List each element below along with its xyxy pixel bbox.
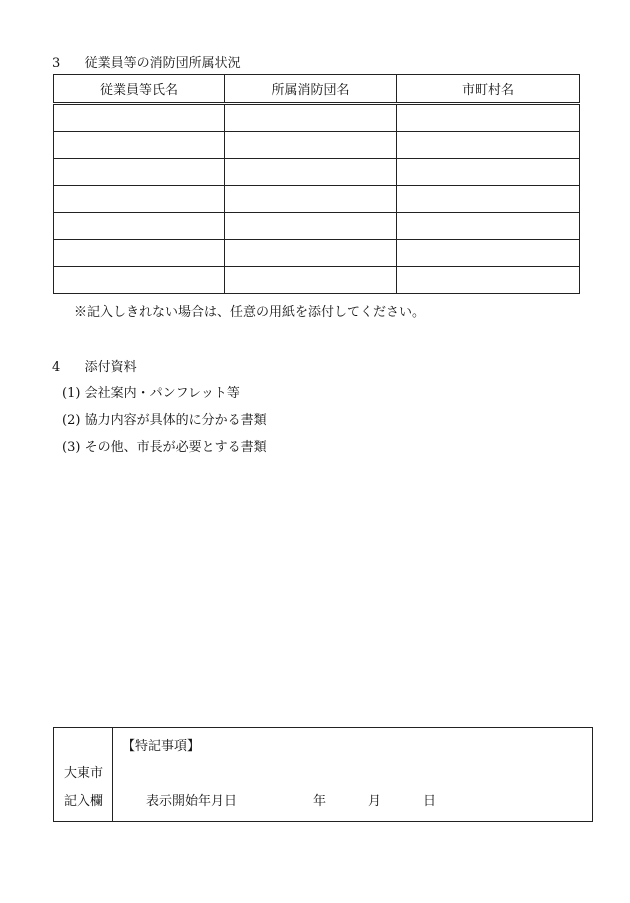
table-cell[interactable] bbox=[225, 159, 397, 186]
table-cell[interactable] bbox=[54, 159, 225, 186]
table-row bbox=[54, 132, 580, 159]
table-cell[interactable] bbox=[397, 159, 580, 186]
city-label-line2: 記入欄 bbox=[63, 794, 103, 809]
item-text: その他、市長が必要とする書類 bbox=[84, 440, 267, 455]
section3-heading bbox=[52, 52, 241, 71]
month-label: 月 bbox=[368, 794, 382, 809]
table-cell[interactable] bbox=[54, 213, 225, 240]
table-cell[interactable] bbox=[225, 186, 397, 213]
table-cell[interactable] bbox=[54, 104, 225, 132]
day-label: 日 bbox=[423, 794, 437, 809]
item-text: 会社案内・パンフレット等 bbox=[84, 386, 240, 401]
item-number: (2) bbox=[62, 413, 81, 428]
column-header-employee-name: 従業員等氏名 bbox=[54, 75, 225, 104]
attachment-item bbox=[62, 382, 240, 401]
city-entry-box bbox=[53, 727, 593, 822]
table-cell[interactable] bbox=[54, 132, 225, 159]
section4-heading bbox=[52, 356, 137, 375]
attachment-item bbox=[62, 436, 267, 455]
item-number: (3) bbox=[62, 440, 81, 455]
table-cell[interactable] bbox=[225, 267, 397, 294]
year-label: 年 bbox=[313, 794, 327, 809]
table-header-row bbox=[54, 75, 580, 104]
attachment-item bbox=[62, 409, 267, 428]
city-label-column bbox=[54, 728, 113, 821]
table-cell[interactable] bbox=[54, 240, 225, 267]
city-label-line1: 大東市 bbox=[63, 766, 103, 781]
table-row bbox=[54, 104, 580, 132]
table-cell[interactable] bbox=[397, 213, 580, 240]
section4-title: 添付資料 bbox=[84, 360, 137, 375]
item-text: 協力内容が具体的に分かる書類 bbox=[84, 413, 267, 428]
table-cell[interactable] bbox=[225, 132, 397, 159]
section4-number: 4 bbox=[52, 360, 61, 375]
item-number: (1) bbox=[62, 386, 81, 401]
table-cell[interactable] bbox=[54, 267, 225, 294]
table-cell[interactable] bbox=[54, 186, 225, 213]
table-cell[interactable] bbox=[397, 267, 580, 294]
table-cell[interactable] bbox=[397, 240, 580, 267]
section3-number: 3 bbox=[52, 56, 61, 71]
table-note: ※記入しきれない場合は、任意の用紙を添付してください。 bbox=[74, 305, 426, 320]
table-cell[interactable] bbox=[225, 104, 397, 132]
table-cell[interactable] bbox=[225, 240, 397, 267]
table-row bbox=[54, 213, 580, 240]
section3-title: 従業員等の消防団所属状況 bbox=[84, 56, 241, 71]
table-row bbox=[54, 267, 580, 294]
table-row bbox=[54, 186, 580, 213]
table-cell[interactable] bbox=[225, 213, 397, 240]
column-header-municipality: 市町村名 bbox=[397, 75, 580, 104]
table-row bbox=[54, 240, 580, 267]
start-date-label: 表示開始年月日 bbox=[146, 794, 238, 809]
table-row bbox=[54, 159, 580, 186]
special-notes-heading: 【特記事項】 bbox=[122, 739, 201, 754]
table-cell[interactable] bbox=[397, 104, 580, 132]
column-header-fire-brigade: 所属消防団名 bbox=[225, 75, 397, 104]
fire-brigade-table bbox=[53, 74, 580, 294]
table-cell[interactable] bbox=[397, 132, 580, 159]
table-cell[interactable] bbox=[397, 186, 580, 213]
